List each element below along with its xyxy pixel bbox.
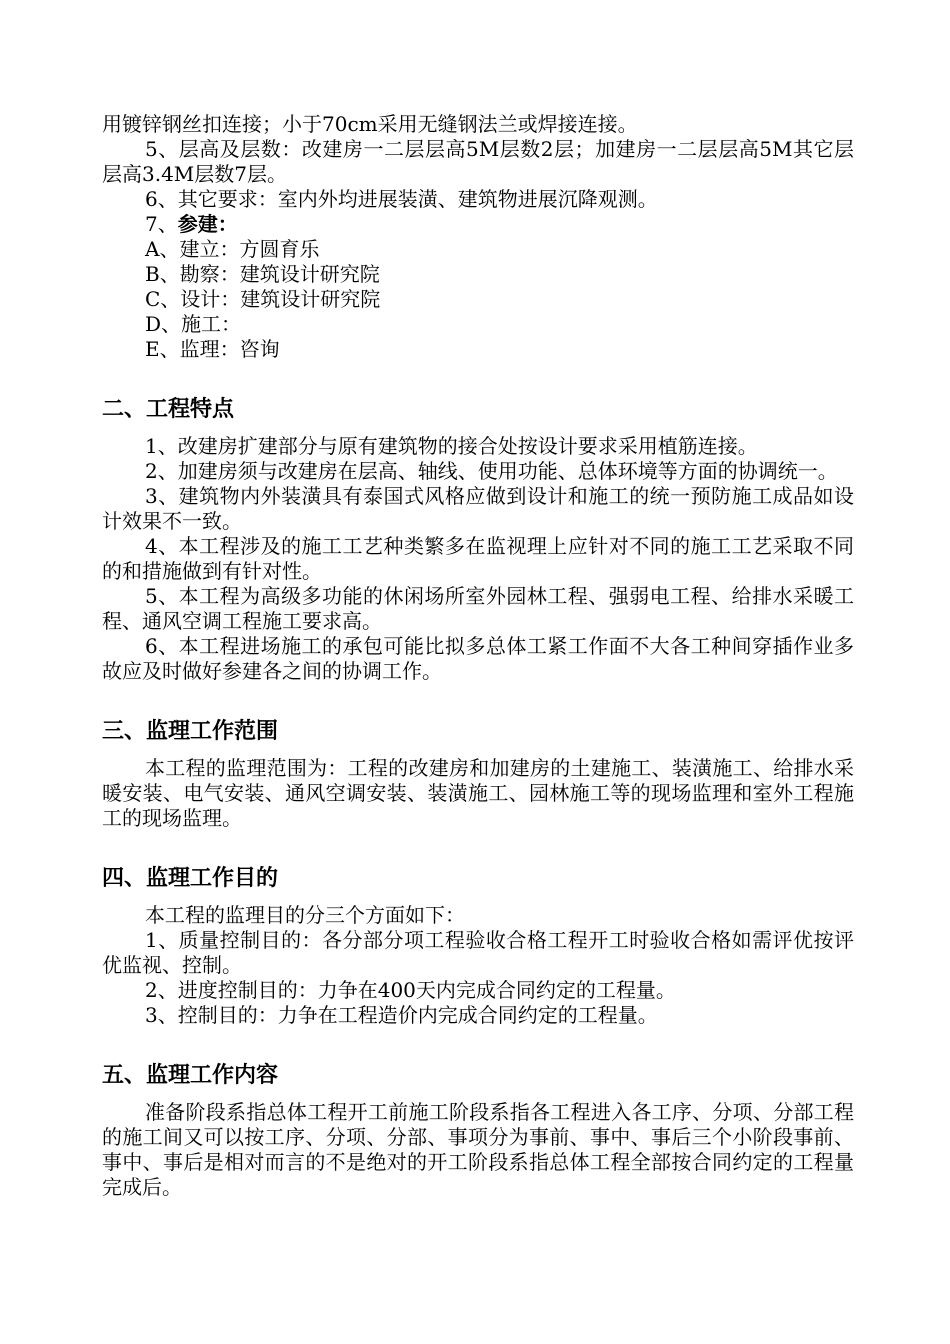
item-6: 6、其它要求：室内外均进展装潢、建筑物进展沉降观测。	[145, 187, 658, 211]
paragraph: 3、建筑物内外装潢具有泰国式风格应做到设计和施工的统一预防施工成品如设计效果不一致。	[102, 484, 854, 533]
document-page	[102, 112, 854, 1200]
party-design: C、设计：建筑设计研究院	[145, 287, 381, 311]
party-owner: A、建立：方圆育乐	[145, 237, 320, 261]
item-7-number: 7、	[145, 212, 178, 236]
item-7	[102, 212, 854, 237]
paragraph: 本工程的监理范围为：工程的改建房和加建房的土建施工、装潢施工、给排水采暖安装、电气安装、通风空调安装、装潢施工、园林施工等的现场监理和室外工程施工的现场监理。	[102, 756, 854, 830]
paragraph: 2、加建房须与改建房在层高、轴线、使用功能、总体环境等方面的协调统一。	[145, 459, 838, 483]
paragraph: 2、进度控制目的：力争在400天内完成合同约定的工程量。	[145, 978, 676, 1002]
party-supervision: E、监理：咨询	[145, 337, 280, 361]
party-construction: D、施工：	[145, 312, 242, 336]
section-heading: 三、监理工作范围	[102, 719, 279, 744]
section-heading: 四、监理工作目的	[102, 866, 279, 891]
paragraph: 1、改建房扩建部分与原有建筑物的接合处按设计要求采用植筋连接。	[145, 434, 758, 458]
paragraph: 4、本工程涉及的施工工艺种类繁多在监视理上应针对不同的施工工艺采取不同的和措施做到有针对性。	[102, 534, 854, 583]
item-7-label: 参建：	[177, 212, 238, 236]
party-survey: B、勘察：建筑设计研究院	[145, 262, 380, 286]
section-heading: 二、工程特点	[102, 397, 235, 422]
item-5: 5、层高及层数：改建房一二层层高5M层数2层；加建房一二层层高5M其它层层高3.4M层数7层。	[102, 137, 854, 186]
paragraph: 准备阶段系指总体工程开工前施工阶段系指各工程进入各工序、分项、分部工程的施工间又可以按工序、分项、分部、事项分为事前、事中、事后三个小阶段事前、事中、事后是相对而言的不是绝对的开工阶段系指总体工程全部按合同约定的工程量完成后。	[102, 1100, 854, 1199]
paragraph: 3、控制目的：力争在工程造价内完成合同约定的工程量。	[145, 1003, 658, 1027]
paragraph: 5、本工程为高级多功能的休闲场所室外园林工程、强弱电工程、给排水采暖工程、通风空调工程施工要求高。	[102, 584, 854, 633]
paragraph: 1、质量控制目的：各分部分项工程验收合格工程开工时验收合格如需评优按评优监视、控制。	[102, 928, 854, 977]
section-heading: 五、监理工作内容	[102, 1063, 279, 1088]
paragraph: 6、本工程进场施工的承包可能比拟多总体工紧工作面不大各工种间穿插作业多故应及时做好参建各之间的协调工作。	[102, 634, 854, 683]
paragraph: 本工程的监理目的分三个方面如下：	[145, 903, 465, 927]
continued-line: 用镀锌钢丝扣连接；小于70cm采用无缝钢法兰或焊接连接。	[102, 112, 638, 136]
